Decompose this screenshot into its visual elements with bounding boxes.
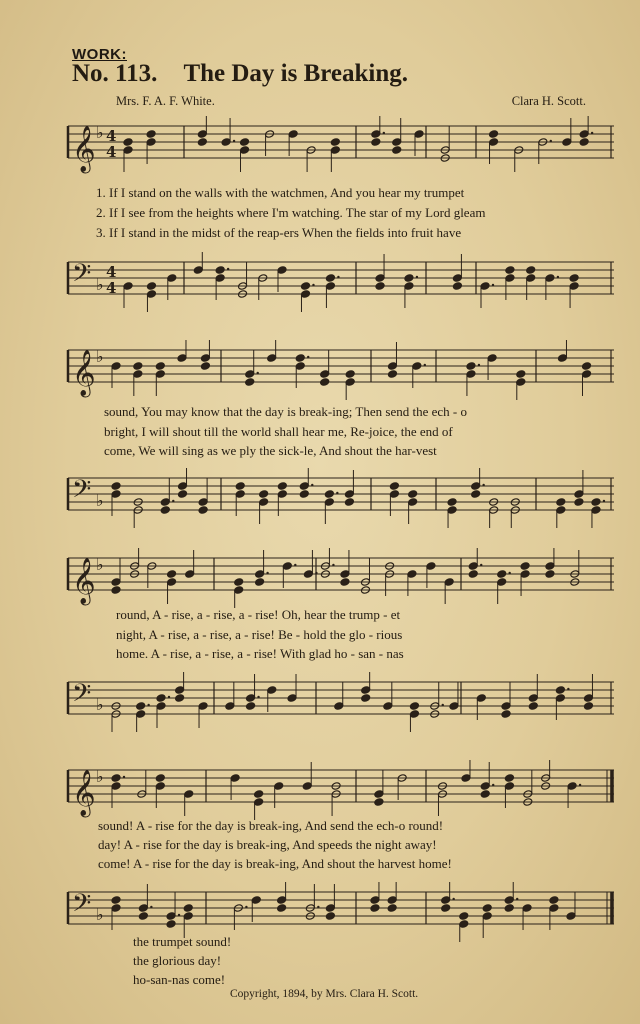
- lyric-s4-v3: come! A - rise for the day is break-ing, And shout the harvest home!: [98, 856, 452, 871]
- hymn-title-line: [72, 60, 408, 88]
- svg-text:4: 4: [106, 143, 117, 161]
- lyric-s2-v3: come, We will sing as we ply the sick-le, And shout the har-vest: [104, 443, 437, 458]
- svg-text:♭: ♭: [96, 555, 104, 574]
- composer-credit: Clara H. Scott.: [511, 94, 586, 108]
- lyric-s1-v1: 1. If I stand on the walls with the watchmen, And you hear my trumpet: [96, 185, 465, 200]
- staff-bass-4: [66, 882, 616, 942]
- svg-text:𝄢: 𝄢: [72, 679, 92, 714]
- lyric-s4-v2: day! A - rise for the day is break-ing, And speeds the night away!: [98, 837, 437, 852]
- ending-v3: ho-san-nas come!: [133, 972, 226, 987]
- lyric-s3-v2: night, A - rise, a - rise, a - rise! Be - hold the glo - rious: [116, 627, 403, 642]
- svg-text:𝄞: 𝄞: [72, 350, 96, 396]
- ending-v2: the glorious day!: [133, 953, 222, 968]
- svg-text:♭: ♭: [96, 695, 104, 714]
- staff-treble-4: [66, 760, 616, 820]
- svg-text:♭: ♭: [96, 491, 104, 510]
- ending-v1: the trumpet sound!: [133, 934, 232, 949]
- hymn-number: No. 113.: [72, 60, 158, 87]
- staff-bass-3: [66, 672, 616, 732]
- svg-text:𝄞: 𝄞: [72, 770, 96, 816]
- svg-text:4: 4: [106, 127, 117, 145]
- svg-text:♭: ♭: [96, 123, 104, 142]
- svg-text:𝄢: 𝄢: [72, 889, 92, 924]
- svg-text:♭: ♭: [96, 347, 104, 366]
- lyric-s2-v2: bright, I will shout till the world shall hear me, Re-joice, the end of: [104, 424, 453, 439]
- svg-text:𝄞: 𝄞: [72, 558, 96, 604]
- svg-text:♭: ♭: [96, 275, 104, 294]
- svg-text:♭: ♭: [96, 905, 104, 924]
- lyricist-credit: Mrs. F. A. F. White.: [116, 94, 215, 108]
- svg-text:𝄢: 𝄢: [72, 259, 92, 294]
- stamp-work: WORK:: [72, 46, 127, 63]
- staff-bass-2: [66, 468, 616, 528]
- lyric-s1-v3: 3. If I stand in the midst of the reap-ers When the fields into fruit have: [96, 225, 462, 240]
- lyric-s1-v2: 2. If I see from the heights where I'm watching. The star of my Lord gleam: [96, 205, 486, 220]
- staff-bass-1: [66, 252, 616, 312]
- svg-text:4: 4: [106, 263, 117, 281]
- lyric-s2-v1: sound, You may know that the day is break-ing; Then send the ech - o: [104, 404, 467, 419]
- lyric-s3-v1: round, A - rise, a - rise, a - rise! Oh, hear the trump - et: [116, 607, 401, 622]
- lyric-s4-v1: sound! A - rise for the day is break-ing, And send the ech-o round!: [98, 818, 444, 833]
- staff-treble-3: [66, 548, 616, 608]
- svg-text:𝄞: 𝄞: [72, 126, 96, 172]
- svg-text:♭: ♭: [96, 767, 104, 786]
- hymn-title: The Day is Breaking.: [183, 60, 409, 87]
- staff-treble-1: [66, 116, 616, 176]
- lyric-s3-v3: home. A - rise, a - rise, a - rise! With glad ho - san - nas: [116, 646, 404, 661]
- staff-treble-2: [66, 340, 616, 400]
- copyright-notice: Copyright, 1894, by Mrs. Clara H. Scott.: [230, 988, 419, 1000]
- svg-text:4: 4: [106, 279, 117, 297]
- svg-text:𝄢: 𝄢: [72, 475, 92, 510]
